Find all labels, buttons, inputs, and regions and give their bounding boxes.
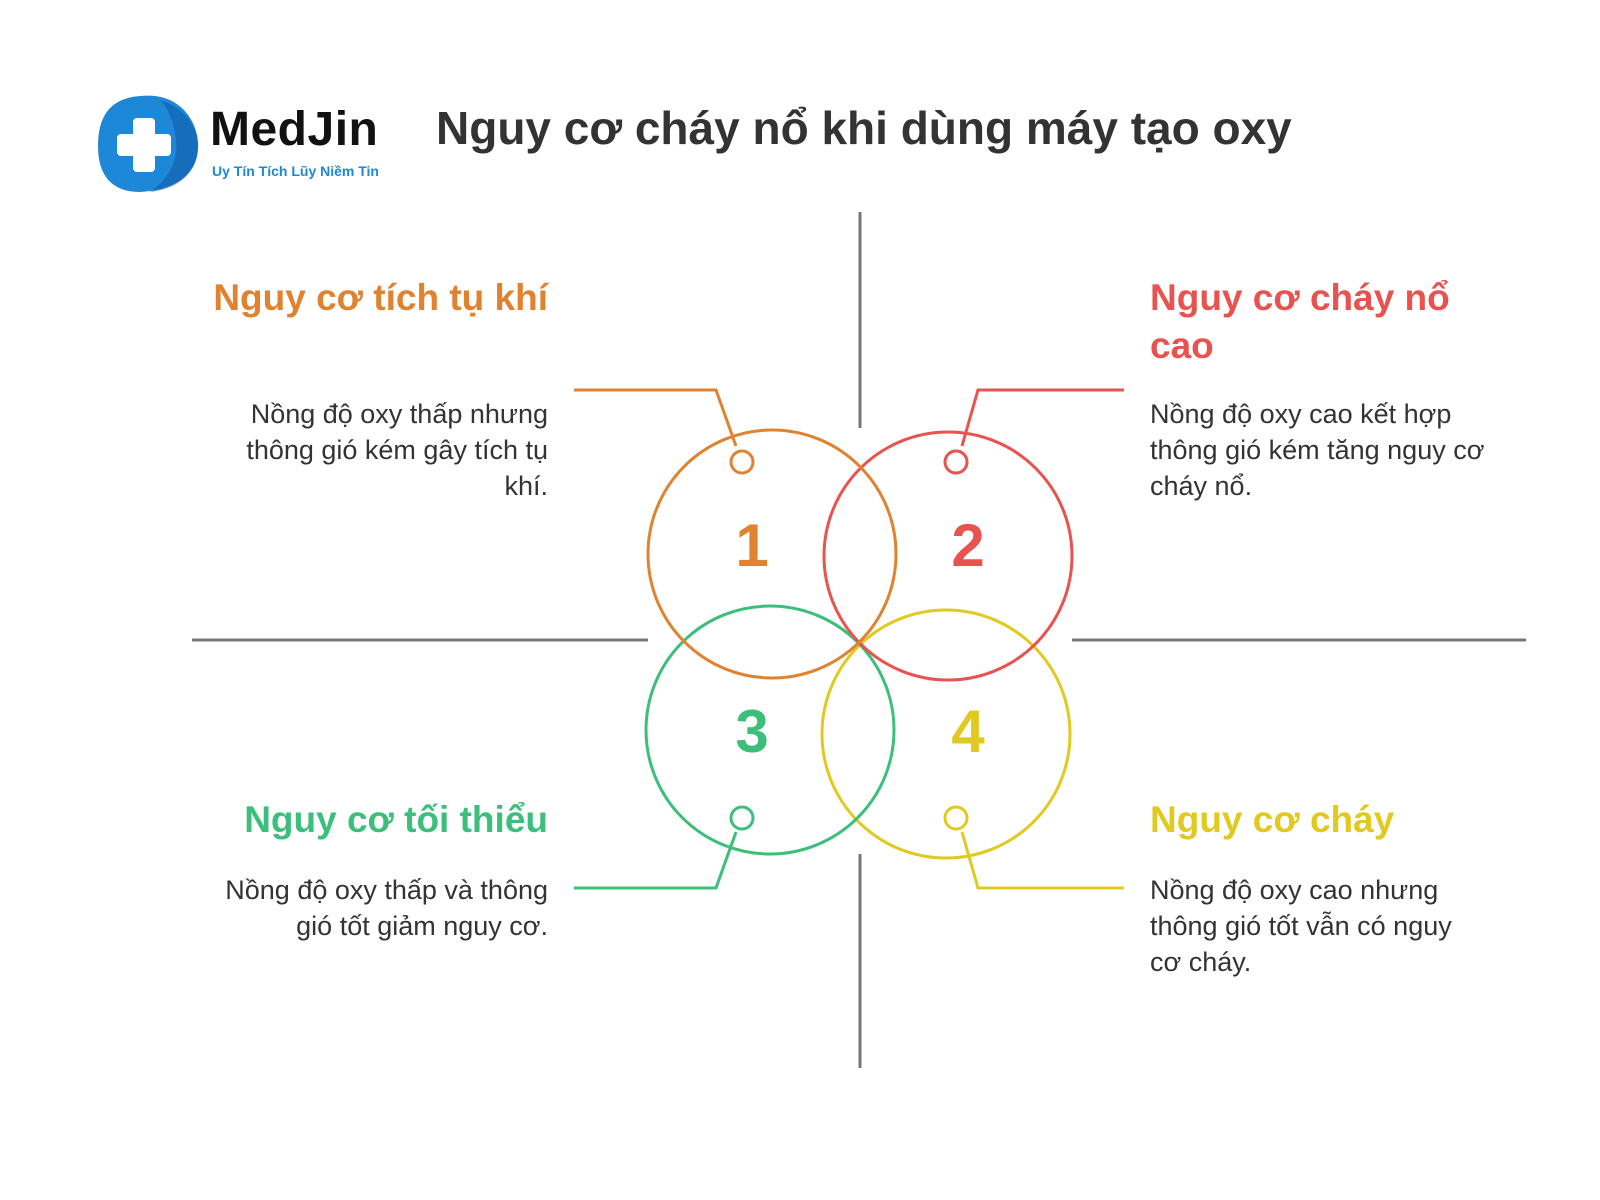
connector-4-node	[945, 807, 967, 829]
page-title: Nguy cơ cháy nổ khi dùng máy tạo oxy	[436, 102, 1292, 154]
circle-1	[648, 430, 896, 678]
quadrant-3-title: Nguy cơ tối thiểu	[244, 799, 548, 840]
circle-1-number: 1	[735, 512, 769, 579]
connector-1-node	[731, 451, 753, 473]
circle-4-number: 4	[951, 698, 985, 765]
medjin-logo-icon	[98, 96, 198, 192]
logo-wordmark: MedJin	[210, 103, 379, 156]
quadrant-3-description: Nồng độ oxy thấp và thông gió tốt giảm nguy cơ.	[225, 875, 548, 941]
circle-2-number: 2	[951, 512, 985, 579]
quadrant-4-description: Nồng độ oxy cao nhưng thông gió tốt vẫn có nguy cơ cháy.	[1150, 875, 1452, 977]
quadrant-1-title: Nguy cơ tích tụ khí	[213, 277, 548, 318]
quadrant-2-description: Nồng độ oxy cao kết hợp thông gió kém tăng nguy cơ cháy nổ.	[1150, 399, 1485, 501]
quadrant-4-title: Nguy cơ cháy	[1150, 799, 1395, 840]
connector-2-node	[945, 451, 967, 473]
circle-3-number: 3	[735, 698, 769, 765]
quadrant-1-description: Nồng độ oxy thấp nhưng thông gió kém gây tích tụ khí.	[246, 399, 548, 501]
connector-3-node	[731, 807, 753, 829]
quadrant-2-title: Nguy cơ cháy nổ cao	[1150, 277, 1450, 366]
connector-1	[574, 390, 736, 446]
logo-tagline: Uy Tín Tích Lũy Niềm Tin	[212, 163, 379, 179]
connector-4	[962, 832, 1124, 888]
